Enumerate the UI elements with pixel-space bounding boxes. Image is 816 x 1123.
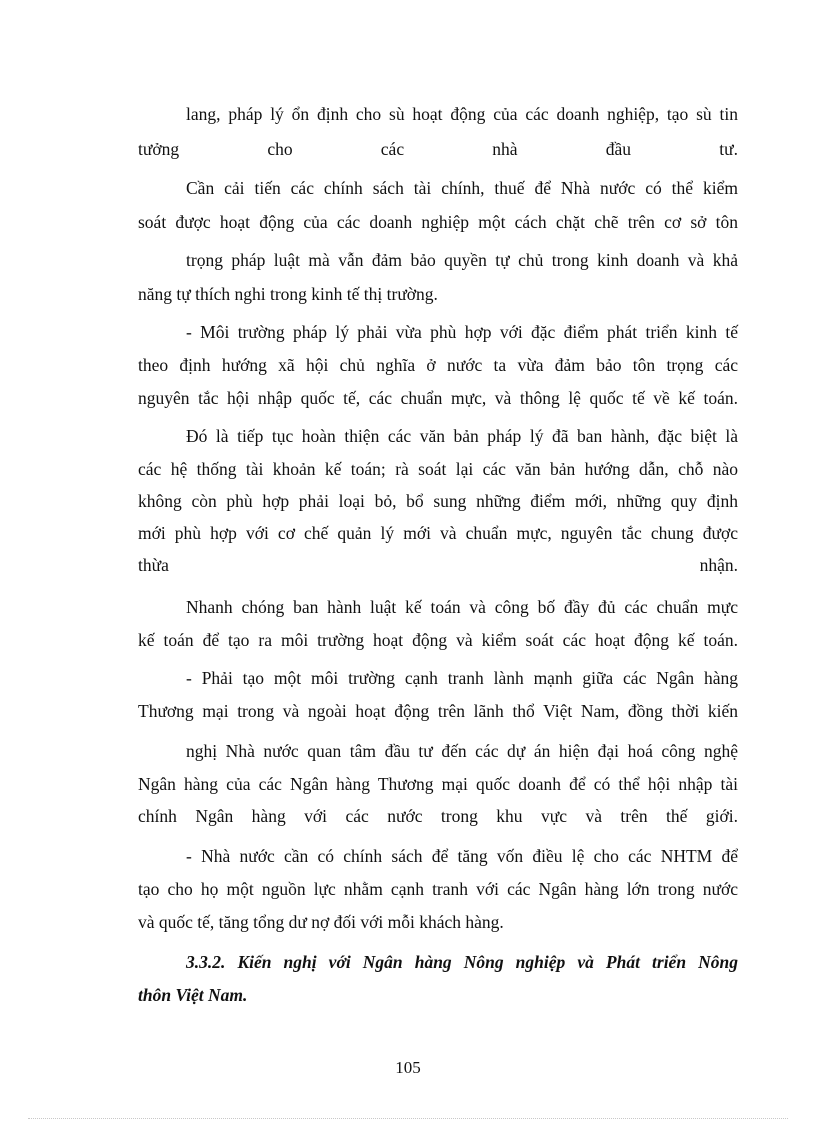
body-line: Đó là tiếp tục hoàn thiện các văn bản pháp lý đã ban hành, đặc biệt là xyxy=(186,426,738,446)
body-line: - Phải tạo một môi trường cạnh tranh lành mạnh giữa các Ngân hàng xyxy=(186,668,738,688)
body-line: - Môi trường pháp lý phải vừa phù hợp với đặc điểm phát triển kinh tế xyxy=(186,322,738,342)
body-line: năng tự thích nghi trong kinh tế thị trường. xyxy=(138,284,438,304)
body-line: các hệ thống tài khoản kế toán; rà soát lại các văn bản hướng dẫn, chỗ nào xyxy=(138,459,738,479)
body-line: kế toán để tạo ra môi trường hoạt động và kiểm soát các hoạt động kế toán. xyxy=(138,630,738,650)
body-line: nguyên tắc hội nhập quốc tế, các chuẩn mực, và thông lệ quốc tế về kế toán. xyxy=(138,388,738,408)
body-line: mới phù hợp với cơ chế quản lý mới và chuẩn mực, nguyên tắc chung được xyxy=(138,523,738,543)
section-heading: 3.3.2. Kiến nghị với Ngân hàng Nông nghiệp và Phát triển Nông xyxy=(186,952,738,972)
body-line: nghị Nhà nước quan tâm đầu tư đến các dự án hiện đại hoá công nghệ xyxy=(186,741,738,761)
body-line: Cần cải tiến các chính sách tài chính, thuế để Nhà nước có thể kiểm xyxy=(186,178,738,198)
body-line: không còn phù hợp phải loại bỏ, bổ sung những điểm mới, những quy định xyxy=(138,491,738,511)
page-bottom-divider xyxy=(28,1118,788,1119)
body-line: Nhanh chóng ban hành luật kế toán và công bố đầy đủ các chuẩn mực xyxy=(186,597,738,617)
page-number: 105 xyxy=(395,1058,421,1077)
body-line: Thương mại trong và ngoài hoạt động trên lãnh thổ Việt Nam, đồng thời kiến xyxy=(138,701,738,721)
body-line: lang, pháp lý ổn định cho sù hoạt động của các doanh nghiệp, tạo sù tin xyxy=(186,104,738,124)
body-line: soát được hoạt động của các doanh nghiệp một cách chặt chẽ trên cơ sở tôn xyxy=(138,212,738,232)
body-line: tưởng cho các nhà đầu tư. xyxy=(138,139,738,159)
body-line: chính Ngân hàng với các nước trong khu vực và trên thế giới. xyxy=(138,806,738,826)
body-line: Ngân hàng của các Ngân hàng Thương mại quốc doanh để có thể hội nhập tài xyxy=(138,774,738,794)
body-line: thừa nhận. xyxy=(138,555,738,575)
body-line: theo định hướng xã hội chủ nghĩa ở nước ta vừa đảm bảo tôn trọng các xyxy=(138,355,738,375)
body-line: tạo cho họ một nguồn lực nhằm cạnh tranh với các Ngân hàng lớn trong nước xyxy=(138,879,738,899)
body-line: - Nhà nước cần có chính sách để tăng vốn điều lệ cho các NHTM để xyxy=(186,846,738,866)
body-line: trọng pháp luật mà vẫn đảm bảo quyền tự chủ trong kinh doanh và khả xyxy=(186,250,738,270)
section-heading: thôn Việt Nam. xyxy=(138,985,248,1005)
body-line: và quốc tế, tăng tổng dư nợ đối với mỗi khách hàng. xyxy=(138,912,504,932)
